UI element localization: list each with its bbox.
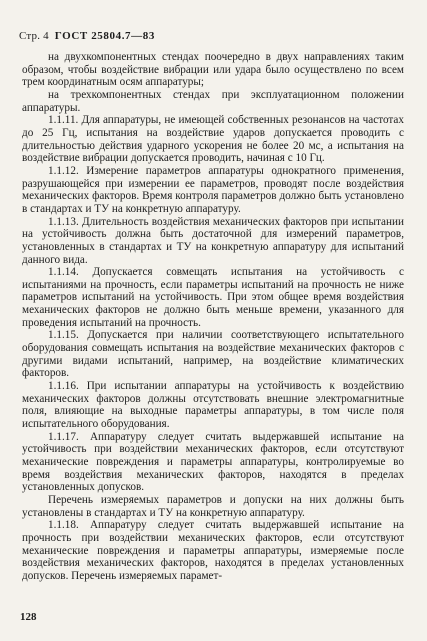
paragraph-1-1-12: 1.1.12. Измерение параметров аппаратуры однократного применения, разрушающейся при измерении ее параметров, проводят после воздействия механических факторов. Время контроля параметров должно быть установлено в стандартах и ТУ на конкретную аппаратуру. [22, 164, 404, 215]
paragraph-1-1-15: 1.1.15. Допускается при наличии соответствующего испытательного оборудования совмещать испытания на воздействие механических факторов с другими видами испытаний, например, на воздействие климатических факторов. [22, 329, 404, 380]
standard-code: ГОСТ 25804.7—83 [54, 30, 155, 42]
page-number: 128 [20, 611, 37, 623]
paragraph-1-1-11: 1.1.11. Для аппаратуры, не имеющей собственных резонансов на частотах до 25 Гц, испытания на воздействие ударов допускается проводить с длительностью действия ударного ускорения не более 20 мс, а испытания на воздействие вибрации допускается проводить, начиная с 10 Гц. [22, 114, 404, 165]
paragraph-1-1-18: 1.1.18. Аппаратуру следует считать выдержавшей испытание на прочность при воздействии механических факторов, если отсутствуют механические повреждения и параметры аппаратуры, измеряемые после воздействия механических факторов, находятся в пределах установленных допусков. Перечень измеряемых парамет- [22, 519, 404, 582]
paragraph-1-1-14: 1.1.14. Допускается совмещать испытания на устойчивость с испытаниями на прочность, если параметры испытаний на прочность не ниже параметров испытаний на устойчивость. При этом общее время воздействия механических факторов не должно быть меньше времени, указанного для проведения испытаний на прочность. [22, 266, 404, 329]
paragraph: на двухкомпонентных стендах поочередно в двух направлениях таким образом, чтобы воздействие вибрации или удара было осуществлено по всем трем координатным осям аппаратуры; [22, 51, 404, 89]
running-header [19, 30, 155, 42]
paragraph: Перечень измеряемых параметров и допуски на них должны быть установлены в стандартах и ТУ на конкретную аппаратуру. [22, 493, 404, 519]
page-label: Стр. 4 [19, 30, 49, 42]
paragraph: на трехкомпонентных стендах при эксплуатационном положении аппаратуры. [22, 88, 404, 114]
paragraph-1-1-13: 1.1.13. Длительность воздействия механических факторов при испытании на устойчивость должна быть достаточной для измерений параметров, установленных в стандартах и ТУ на конкретную аппаратуру для испытаний данного вида. [22, 215, 404, 266]
paragraph-1-1-16: 1.1.16. При испытании аппаратуры на устойчивость к воздействию механических факторов должны отсутствовать внешние электромагнитные поля, влияющие на выходные параметры аппаратуры, в том числе поля испытательного оборудования. [22, 380, 404, 431]
body-text [22, 51, 404, 583]
paragraph-1-1-17: 1.1.17. Аппаратуру следует считать выдержавшей испытание на устойчивость при воздействии механических факторов, если отсутствуют механические повреждения и параметры аппаратуры, контролируемые во время воздействия механических факторов, находятся в пределах установленных допусков. [22, 430, 404, 494]
